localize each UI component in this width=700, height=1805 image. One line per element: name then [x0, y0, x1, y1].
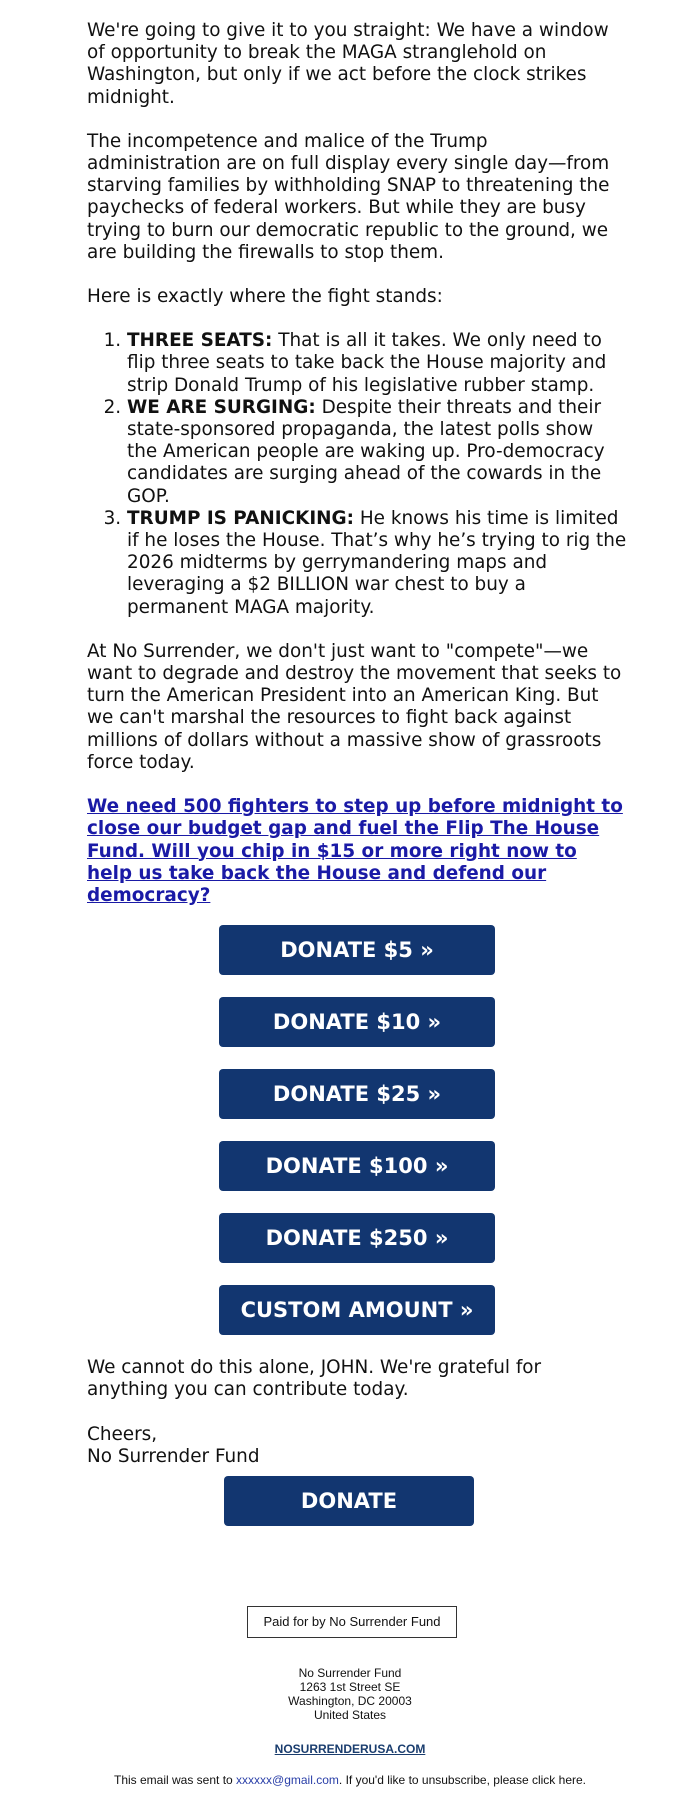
custom-amount-button[interactable]: CUSTOM AMOUNT »	[219, 1285, 495, 1335]
paid-for-disclaimer: Paid for by No Surrender Fund	[247, 1606, 457, 1638]
signoff	[87, 1424, 627, 1468]
address-line: Washington, DC 20003	[288, 1694, 412, 1708]
signoff-greeting: Cheers,	[87, 1423, 158, 1445]
point-title: TRUMP IS PANICKING:	[127, 507, 354, 529]
donate-250-button[interactable]: DONATE $250 »	[219, 1213, 495, 1263]
point-title: THREE SEATS:	[127, 330, 273, 352]
unsub-suffix[interactable]: . If you'd like to unsubscribe, please click here.	[338, 1773, 586, 1787]
signature: No Surrender Fund	[87, 1445, 260, 1467]
fight-points-list	[87, 330, 627, 619]
recipient-email: xxxxxx@gmail.com	[236, 1773, 339, 1787]
unsub-prefix: This email was sent to	[113, 1773, 237, 1787]
mailing-address	[0, 1666, 700, 1722]
intro-paragraph: The incompetence and malice of the Trump administration are on full display every single day—from starving families by withholding SNAP to threatening the paychecks of federal workers. But while they are busy trying to burn our democratic republic to the ground, we are building the firewalls to stop them.	[87, 130, 610, 263]
closing-section	[87, 1357, 627, 1468]
point-text: He knows his time is limited if he loses the House. That’s why he’s trying to rig the 2026 midterms by gerrymandering maps and leveraging a $2 BILLION war chest to buy a permanent MAGA majority.	[127, 507, 627, 618]
point-text: That is all it takes. We only need to flip three seats to take back the House majority and strip Donald Trump of his legislative rubber stamp.	[127, 330, 607, 396]
list-item	[127, 508, 627, 619]
address-line: No Surrender Fund	[298, 1666, 402, 1680]
donate-25-button[interactable]: DONATE $25 »	[219, 1069, 495, 1119]
unsubscribe-notice	[0, 1773, 700, 1787]
donate-button[interactable]: DONATE	[224, 1476, 474, 1526]
list-item	[127, 397, 627, 508]
intro-paragraph: Here is exactly where the fight stands:	[87, 286, 443, 308]
point-text: Despite their threats and their state-sponsored propaganda, the latest polls show the American people are waking up. Pro-democracy candidates are surging ahead of the cowards in the GOP.	[127, 396, 605, 507]
donate-100-button[interactable]: DONATE $100 »	[219, 1141, 495, 1191]
list-item	[127, 330, 627, 397]
body-paragraph: At No Surrender, we don't just want to "compete"—we want to degrade and destroy the movement that seeks to turn the American President into an American King. But we can't marshal the resources to fight back against millions of dollars without a massive show of grassroots force today.	[87, 640, 622, 773]
address-line: United States	[313, 1708, 387, 1722]
donate-5-button[interactable]: DONATE $5 »	[219, 925, 495, 975]
email-body	[87, 20, 627, 1490]
closing-paragraph: We cannot do this alone, JOHN. We're grateful for anything you can contribute today.	[87, 1357, 542, 1401]
point-title: WE ARE SURGING:	[127, 396, 316, 418]
donate-cta-link[interactable]: We need 500 fighters to step up before midnight to close our budget gap and fuel the Flip The House Fund. Will you chip in $15 or more right now to help us take back the House and defend our democracy?	[87, 796, 623, 906]
donation-buttons	[87, 925, 627, 1335]
website-link[interactable]: NOSURRENDERUSA.COM	[274, 1742, 426, 1756]
donate-10-button[interactable]: DONATE $10 »	[219, 997, 495, 1047]
address-line: 1263 1st Street SE	[299, 1680, 401, 1694]
intro-paragraph: We're going to give it to you straight: We have a window of opportunity to break the MAGA stranglehold on Washington, but only if we act before the clock strikes midnight.	[87, 20, 609, 108]
